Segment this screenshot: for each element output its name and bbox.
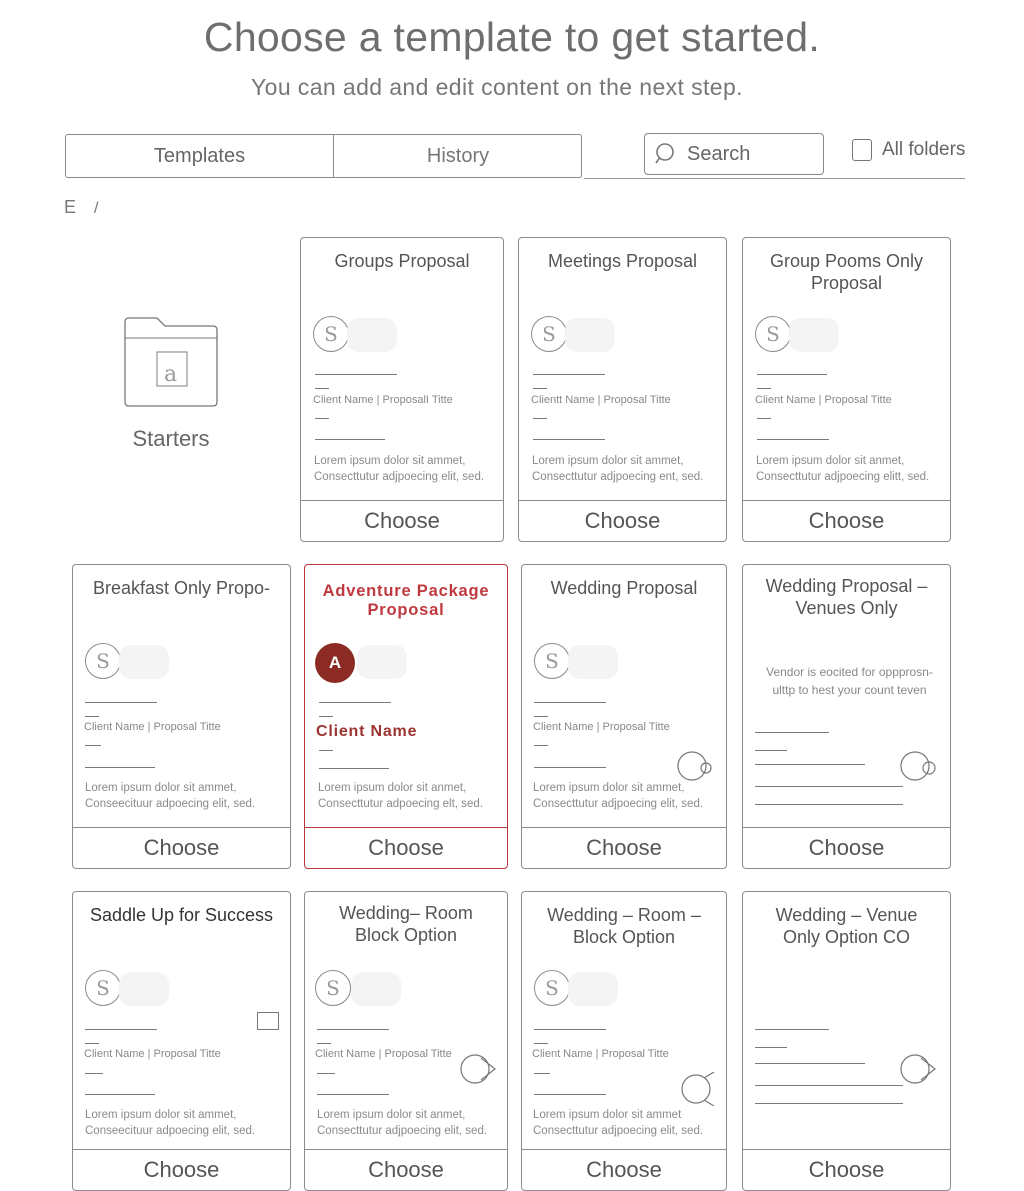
svg-text:a: a <box>164 362 178 387</box>
template-card-breakfast-only[interactable] <box>72 564 291 869</box>
logo-placeholder <box>568 645 618 679</box>
search-box[interactable] <box>644 133 824 175</box>
breadcrumb-separator: / <box>94 200 99 217</box>
decorative-arrow-icon <box>459 1052 499 1086</box>
choose-button[interactable]: Choose <box>305 1149 507 1190</box>
logo-placeholder <box>568 972 618 1006</box>
card-body-text: Lorem ipsum dolor sit ammet, Conseecituur adpoecing elit, sed. <box>85 782 256 810</box>
card-title: Wedding – Venue Only Option CO <box>775 905 918 947</box>
all-folders-checkbox[interactable] <box>852 139 872 161</box>
card-body-text: Lorem ipsum dolor sit anmet, Consecttutur adjpoecing elitt, sed. <box>756 455 930 483</box>
decorative-arrow-icon <box>899 1052 939 1086</box>
client-label: Clientt Name | Proposal Titte <box>531 394 671 406</box>
template-card-adventure-package[interactable] <box>304 564 508 869</box>
card-body-text: Vendor is eocited for oppprosn- ulttp to hest your count teven <box>766 665 933 697</box>
client-label: Client Name | Proposal Titte <box>84 1048 221 1060</box>
card-title: Adventure Package Proposal <box>322 582 490 619</box>
card-title: Meetings Proposal <box>547 251 698 271</box>
logo-icon: S <box>315 970 351 1006</box>
logo-placeholder <box>351 972 401 1006</box>
client-label: Client Name | Proposal Titte <box>755 394 892 406</box>
tab-templates[interactable]: Templates <box>66 135 334 177</box>
logo-icon: S <box>313 316 349 352</box>
tab-history[interactable]: History <box>426 144 490 167</box>
choose-button[interactable]: Choose <box>73 827 290 868</box>
logo-placeholder <box>357 645 407 679</box>
page-title: Choose a template to get started. <box>203 14 821 60</box>
folder-starters[interactable] <box>86 308 256 468</box>
logo-placeholder <box>565 318 615 352</box>
tab-bar <box>65 134 582 178</box>
card-title: Wedding Proposal <box>550 578 698 598</box>
card-title: Saddle Up for Success <box>89 905 274 925</box>
choose-button[interactable]: Choose <box>743 500 950 541</box>
choose-button[interactable]: Choose <box>301 500 503 541</box>
logo-icon: S <box>85 970 121 1006</box>
card-body-text: Lorem ipsum dolor sit ammet Consecttutur adjpoecing elit, sed. <box>533 1109 704 1137</box>
checkbox-icon <box>257 1012 279 1030</box>
logo-icon: S <box>755 316 791 352</box>
card-title: Wedding– Room Block Option <box>339 903 473 945</box>
decorative-ring-icon <box>674 749 714 783</box>
breadcrumb <box>64 197 98 218</box>
client-label: Client Name | Proposal Titte <box>315 1048 452 1060</box>
template-card-group-rooms-only[interactable] <box>742 237 951 542</box>
logo-icon: S <box>534 970 570 1006</box>
choose-button[interactable]: Choose <box>519 500 726 541</box>
choose-button[interactable]: Choose <box>73 1149 290 1190</box>
client-label: Client Name | Proposal Titte <box>532 1048 669 1060</box>
logo-icon: S <box>531 316 567 352</box>
client-label: Client Name <box>316 723 418 740</box>
client-label: Client Name | Proposal Titte <box>84 721 221 733</box>
card-title: Breakfast Only Propo- <box>92 578 271 598</box>
search-input[interactable] <box>685 142 819 167</box>
logo-icon: S <box>534 643 570 679</box>
template-card-wedding-venue-only-option[interactable] <box>742 891 951 1191</box>
card-body-text: Lorem ipsum dolor sit ammet, Consecttutur adjpoecing ent, sed. <box>532 455 704 483</box>
template-card-wedding-room-block-2[interactable] <box>521 891 727 1191</box>
card-title: Wedding – Room – Block Option <box>547 905 701 947</box>
card-title: Group Pooms Only Proposal <box>769 251 924 293</box>
logo-placeholder <box>789 318 839 352</box>
folder-icon <box>123 316 219 408</box>
card-body-text: Lorem ipsum dolor sit anmet, Consecttutur adjpoecing elit, sed. <box>317 1109 488 1137</box>
choose-button[interactable]: Choose <box>522 827 726 868</box>
template-card-wedding-venues-only[interactable] <box>742 564 951 869</box>
logo-placeholder <box>119 972 169 1006</box>
logo-icon: S <box>85 643 121 679</box>
template-card-wedding-room-block-1[interactable] <box>304 891 508 1191</box>
choose-button[interactable]: Choose <box>743 827 950 868</box>
client-label: Client Name | ProposalI Titte <box>313 394 453 406</box>
avatar: A <box>315 643 355 683</box>
all-folders-toggle[interactable] <box>852 139 965 161</box>
decorative-ring-icon <box>899 749 939 783</box>
folder-label: Starters <box>132 426 210 451</box>
choose-button[interactable]: Choose <box>522 1149 726 1190</box>
choose-button[interactable]: Choose <box>743 1149 950 1190</box>
card-body-text: Lorem ipsum dolor sit anmet, Consecttutur adpoecing elt, sed. <box>318 782 483 810</box>
card-title: Groups Proposal <box>334 251 470 271</box>
template-card-wedding-proposal[interactable] <box>521 564 727 869</box>
client-label: Client Name | Proposal Titte <box>533 721 670 733</box>
card-body-text: Lorem ipsum dolor sit ammet, Conseecituur adpoecing elit, sed. <box>85 1109 256 1137</box>
template-card-saddle-up[interactable] <box>72 891 291 1191</box>
logo-placeholder <box>347 318 397 352</box>
template-card-meetings-proposal[interactable] <box>518 237 727 542</box>
decorative-ring-icon <box>678 1072 718 1106</box>
breadcrumb-root[interactable]: E <box>64 197 77 217</box>
divider <box>584 178 965 179</box>
template-card-groups-proposal[interactable] <box>300 237 504 542</box>
search-icon <box>655 142 679 166</box>
card-body-text: Lorem ipsum dolor sit ammet, Consecttutur adjpoecing elit, sed. <box>314 455 485 483</box>
logo-placeholder <box>119 645 169 679</box>
all-folders-label: All folders <box>882 139 966 160</box>
page-subtitle: You can add and edit content on the next step. <box>251 74 743 100</box>
card-body-text: Lorem ipsum dolor sit ammet, Consecttutur adjpoecing elit, sed. <box>533 782 704 810</box>
choose-button[interactable]: Choose <box>305 827 507 868</box>
card-title: Wedding Proposal – Venues Only <box>765 576 928 618</box>
